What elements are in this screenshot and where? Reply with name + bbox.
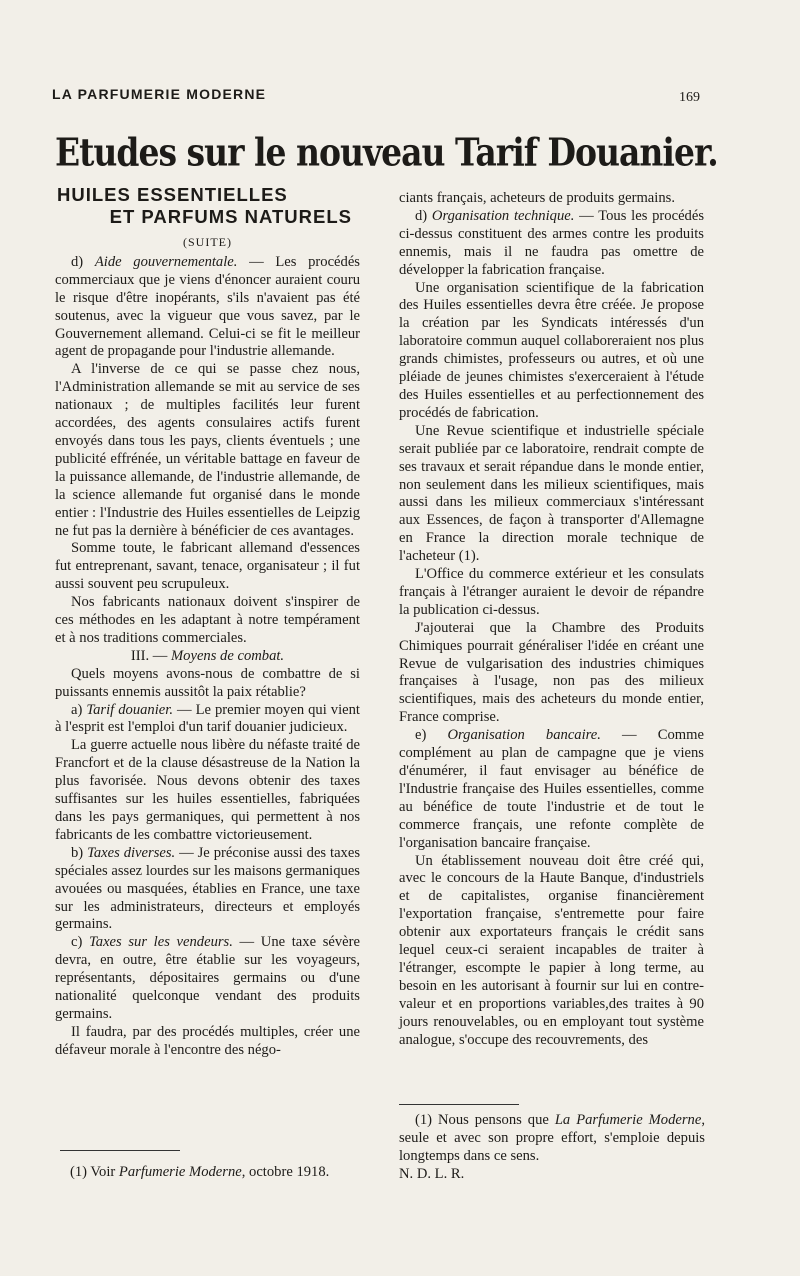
right-column: [399, 190, 704, 1050]
footnote-left: (1) Voir Parfumerie Moderne, octobre 1918.: [70, 1164, 330, 1180]
subsection-heading: III. — Moyens de combat.: [130, 647, 285, 664]
section-heading-line2: ET PARFUMS NATURELS: [109, 206, 352, 227]
paragraph: Quels moyens avons-nous de combattre de si puissants ennemis aussitôt la paix rétablie?: [55, 665, 360, 700]
paragraph: b) Taxes diverses. — Je préconise aussi des taxes spéciales assez lourdes sur les maisons germaniques avouées ou masquées, établies en France, une taxe sur les administrateurs, directeurs et employés germains.: [55, 844, 361, 933]
paragraph: d) Organisation technique. — Tous les procédés ci-dessus constituent des armes contre les produits ennemis, mais il ne faudra pas omettre de développer la fabrication française.: [399, 207, 704, 278]
paragraph: Un établissement nouveau doit être créé qui, avec le concours de la Haute Banque, d'industriels et de capitalistes, organise financièrement l'exportation française, s'entremette pour faire obtenir aux exportateurs français le crédit sans lequel ceux-ci seraient incapables de traiter à l'étranger, escompte le papier à long terme, au besoin en les autorisant à fournir sur lui en contre-valeur et en proportions variables,des traites à 90 jours renouvelables, ou en employant tout système analogue, s'occupe des recouvrements, des: [399, 852, 704, 1048]
suite-label: (SUITE): [183, 235, 232, 249]
paragraph: d) Aide gouvernementale. — Les procédés commerciaux que je viens d'énoncer auraient couru le risque d'être inopérants, s'ils n'avaient pas été soutenus, avec la vigueur que vous savez, par le Gouvernement allemand. Celui-ci se fit le meilleur agent de propagande pour l'industrie allemande.: [55, 253, 360, 360]
paragraph: A l'inverse de ce qui se passe chez nous, l'Administration allemande se mit au service de ses nationaux ; de multiples facilités leur furent accordées, des agents consulaires actifs furent envoyés dans tous les pays, clients éventuels ; une publicité effrénée, un véritable battage en faveur de la puissance allemande, de l'industrie allemande, de la science allemande fut organisé dans le monde entier : l'Industrie des Huiles essentielles de Leipzig ne fut pas la dernière à bénéficier de ces avantages.: [55, 361, 360, 539]
paragraph: Somme toute, le fabricant allemand d'essences fut entreprenant, savant, tenace, organisateur ; il fut aussi souvent peu scrupuleux.: [55, 540, 360, 593]
paragraph: c) Taxes sur les vendeurs. — Une taxe sévère devra, en outre, être établie sur les voyageurs, représentants, dépositaires germains ou d'une nationalité quelconque vendant des produits germains.: [55, 934, 360, 1022]
paragraph: a) Tarif douanier. — Le premier moyen qui vient à l'esprit est l'emploi d'un tarif douanier judicieux.: [55, 701, 360, 736]
footnote-divider: [399, 1104, 519, 1105]
paragraph: J'ajouterai que la Chambre des Produits Chimiques pourrait généraliser l'idée en créant une Revue de vulgarisation des industries chimiques françaises à l'usage, non pas des milieux scientifiques, mais des acheteurs du monde entier, France comprise.: [399, 619, 704, 726]
footnote-right: (1) Nous pensons que La Parfumerie Moderne, seule et avec son propre effort, s'emploie depuis longtemps dans ce sens. N. D. L. R.: [399, 1112, 705, 1182]
footnote-signature: N. D. L. R.: [399, 1165, 465, 1182]
paragraph: La guerre actuelle nous libère du néfaste traité de Francfort et de la clause désastreuse de la Nation la plus favorisée. Nous devons obtenir des taxes suffisantes sur les huiles essentielles, fabriquées dans les pays germaniques, qui permettent à nos fabricants de les combattre victorieusement.: [55, 737, 360, 843]
paragraph: ciants français, acheteurs de produits germains.: [399, 190, 675, 206]
footnote-divider: [60, 1150, 180, 1151]
paragraph: Une organisation scientifique de la fabrication des Huiles essentielles devra être créée. Je propose la création par les Syndicats intéressés d'un laboratoire commun auquel collaboreraient nos plus grands chimistes, professeurs ou autres, et où une pléiade de jeunes chimistes s'exerceraient à l'étude des Huiles essentielles et au perfectionnement des procédés de fabrication.: [399, 279, 704, 421]
paragraph: L'Office du commerce extérieur et les consulats français à l'étranger auraient le devoir de répandre la publication ci-dessus.: [399, 566, 704, 618]
running-head: LA PARFUMERIE MODERNE: [52, 86, 267, 102]
left-column: [55, 184, 360, 1060]
paragraph: e) Organisation bancaire. — Comme complément au plan de campagne que je viens d'énumérer, il faut envisager au bénéfice de l'Industrie française des Huiles essentielles, comme au bénéfice de toute l'industrie et de tout le commerce français, une refonte complète de l'organisation bancaire française.: [399, 727, 704, 851]
article-title: Etudes sur le nouveau Tarif Douanier.: [55, 130, 718, 175]
paragraph: Il faudra, par des procédés multiples, créer une défaveur morale à l'encontre des négo-: [55, 1023, 360, 1058]
page-number: 169: [679, 90, 700, 105]
paragraph: Nos fabricants nationaux doivent s'inspirer de ces méthodes en les adaptant à notre tempérament et à nos traditions commerciales.: [55, 594, 360, 646]
section-heading-line1: HUILES ESSENTIELLES: [57, 184, 288, 205]
paragraph: Une Revue scientifique et industrielle spéciale serait publiée par ce laboratoire, rendrait compte de ses travaux et serait répandue dans le monde entier, non seulement dans les milieux scientifiques, mais aussi dans les milieux commerciaux s'intéressant aux Essences, de façon à transporter d'Allemagne en France la direction morale technique de l'acheteur (1).: [399, 422, 704, 565]
